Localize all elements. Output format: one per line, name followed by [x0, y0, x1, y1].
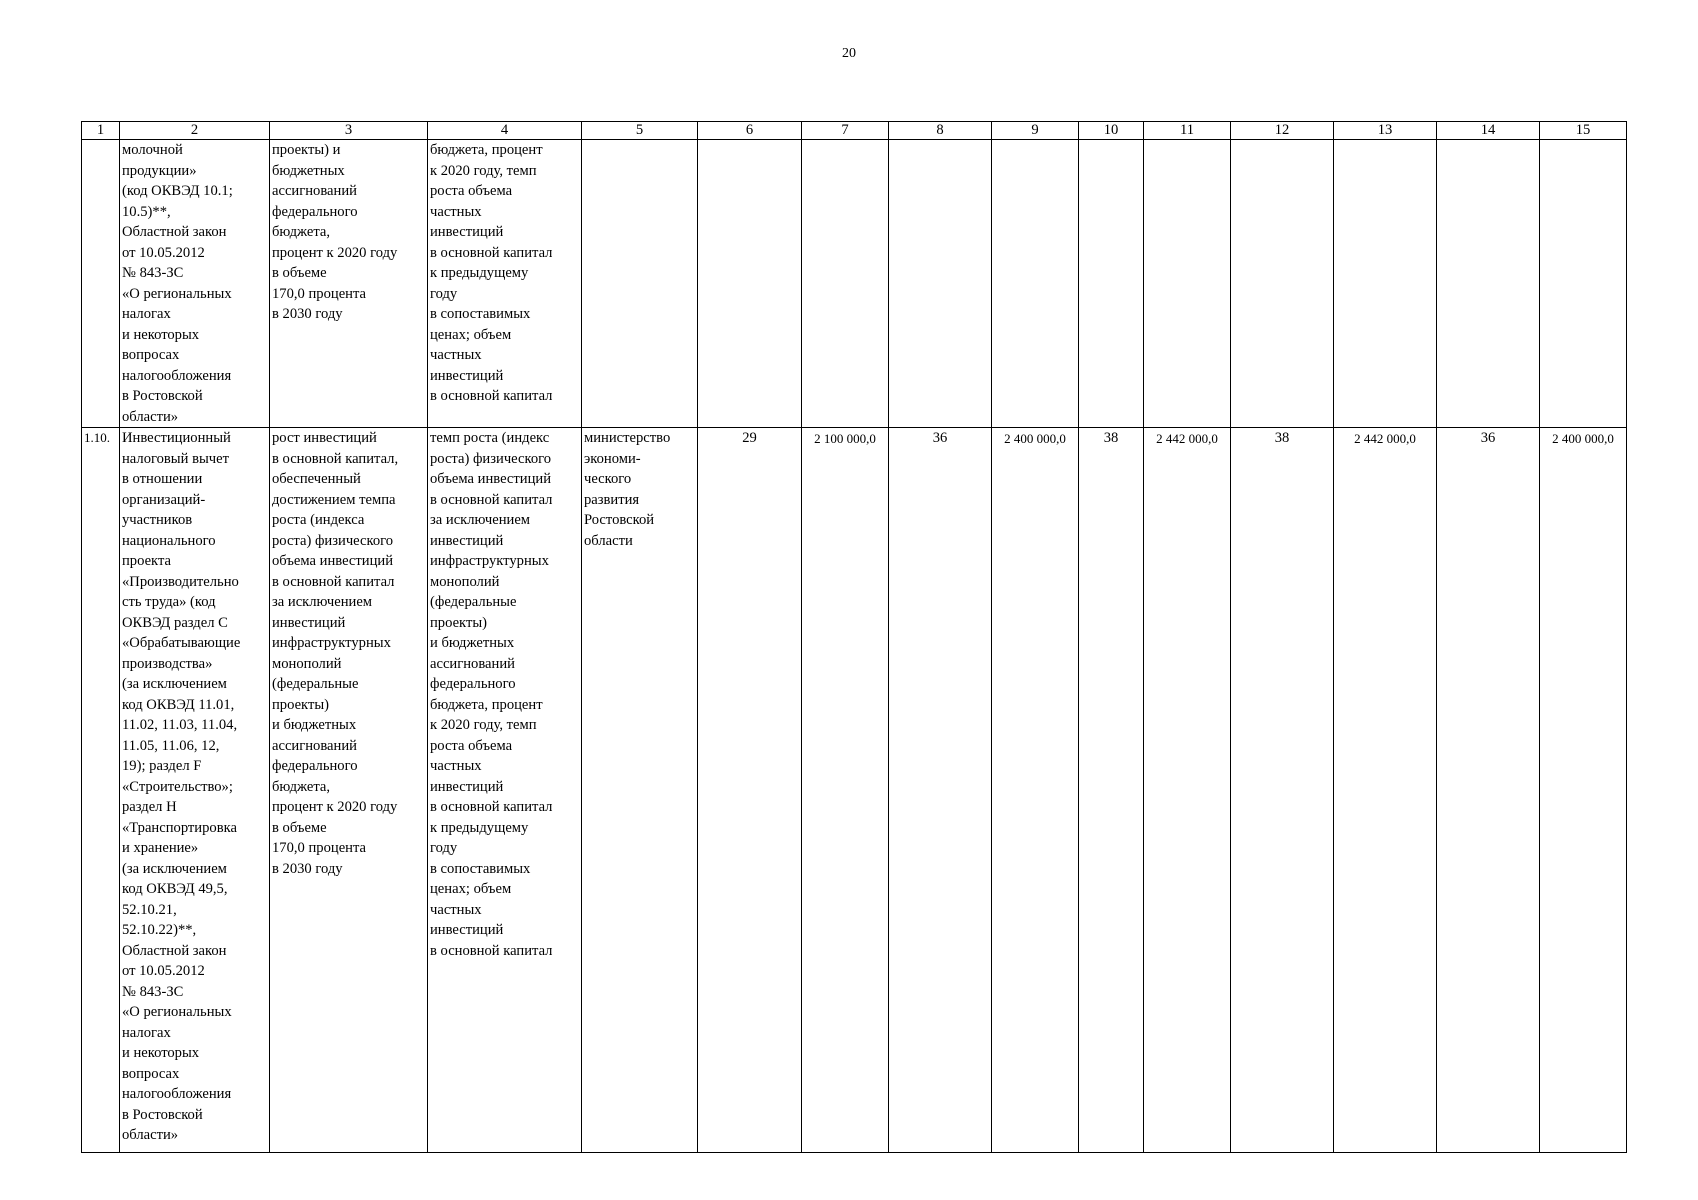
value-cell: 36: [1437, 428, 1540, 1153]
column-number: 1: [82, 122, 120, 140]
column-number: 9: [992, 122, 1079, 140]
column-number: 7: [802, 122, 889, 140]
column-number: 2: [120, 122, 270, 140]
column-number: 12: [1231, 122, 1334, 140]
table-row: [82, 428, 1627, 1153]
value-cell: [1540, 140, 1627, 428]
row-number-cell: 1.10.: [82, 428, 120, 1153]
column-number: 3: [270, 122, 428, 140]
column-number: 13: [1334, 122, 1437, 140]
value-cell: 29: [698, 428, 802, 1153]
value-cell: [889, 140, 992, 428]
value-cell: [1144, 140, 1231, 428]
column-number: 15: [1540, 122, 1627, 140]
value-cell: 38: [1079, 428, 1144, 1153]
measure-name-cell: молочной продукции» (код ОКВЭД 10.1; 10.5)**, Областной закон от 10.05.2012 № 843-ЗС «О региональных налогах и некоторых вопросах налогообложения в Ростовской области»: [120, 140, 270, 428]
column-number: 8: [889, 122, 992, 140]
column-number: 6: [698, 122, 802, 140]
indicator-cell: темп роста (индекс роста) физического объема инвестиций в основной капитал за исключением инвестиций инфраструктурных монополий (федеральные проекты) и бюджетных ассигнований федерального бюджета, процент к 2020 году, темп роста объема частных инвестиций в основной капитал к предыдущему году в сопоставимых ценах; объем частных инвестиций в основной капитал: [428, 428, 582, 1153]
value-cell: 36: [889, 428, 992, 1153]
measure-name-cell: Инвестиционный налоговый вычет в отношении организаций- участников национального проекта «Производительно сть труда» (код ОКВЭД раздел С «Обрабатывающие производства» (за исключением код ОКВЭД 11.01, 11.02, 11.03, 11.04, 11.05, 11.06, 12, 19); раздел F «Строительство»; раздел H «Транспортировка и хранение» (за исключением код ОКВЭД 49,5, 52.10.21, 52.10.22)**, Областной закон от 10.05.2012 № 843-ЗС «О региональных налогах и некоторых вопросах налогообложения в Ростовской области»: [120, 428, 270, 1153]
curator-cell: министерство экономи- ческого развития Ростовской области: [582, 428, 698, 1153]
column-number: 4: [428, 122, 582, 140]
column-number-row: [82, 122, 1627, 140]
amount-cell: 2 442 000,0: [1334, 428, 1437, 1153]
indicator-cell: бюджета, процент к 2020 году, темп роста объема частных инвестиций в основной капитал к предыдущему году в сопоставимых ценах; объем частных инвестиций в основной капитал: [428, 140, 582, 428]
value-cell: [1231, 140, 1334, 428]
row-number-cell: [82, 140, 120, 428]
page-number: 20: [842, 46, 856, 61]
amount-cell: 2 400 000,0: [992, 428, 1079, 1153]
value-cell: [802, 140, 889, 428]
column-number: 10: [1079, 122, 1144, 140]
value-cell: [1334, 140, 1437, 428]
value-cell: [698, 140, 802, 428]
amount-cell: 2 400 000,0: [1540, 428, 1627, 1153]
column-number: 14: [1437, 122, 1540, 140]
amount-cell: 2 100 000,0: [802, 428, 889, 1153]
column-number: 5: [582, 122, 698, 140]
column-number: 11: [1144, 122, 1231, 140]
table-row: [82, 140, 1627, 428]
amount-cell: 2 442 000,0: [1144, 428, 1231, 1153]
value-cell: [992, 140, 1079, 428]
curator-cell: [582, 140, 698, 428]
value-cell: [1079, 140, 1144, 428]
goal-cell: проекты) и бюджетных ассигнований федерального бюджета, процент к 2020 году в объеме 170,0 процента в 2030 году: [270, 140, 428, 428]
measures-table: [81, 121, 1627, 1153]
value-cell: 38: [1231, 428, 1334, 1153]
goal-cell: рост инвестиций в основной капитал, обеспеченный достижением темпа роста (индекса роста) физического объема инвестиций в основной капитал за исключением инвестиций инфраструктурных монополий (федеральные проекты) и бюджетных ассигнований федерального бюджета, процент к 2020 году в объеме 170,0 процента в 2030 году: [270, 428, 428, 1153]
value-cell: [1437, 140, 1540, 428]
